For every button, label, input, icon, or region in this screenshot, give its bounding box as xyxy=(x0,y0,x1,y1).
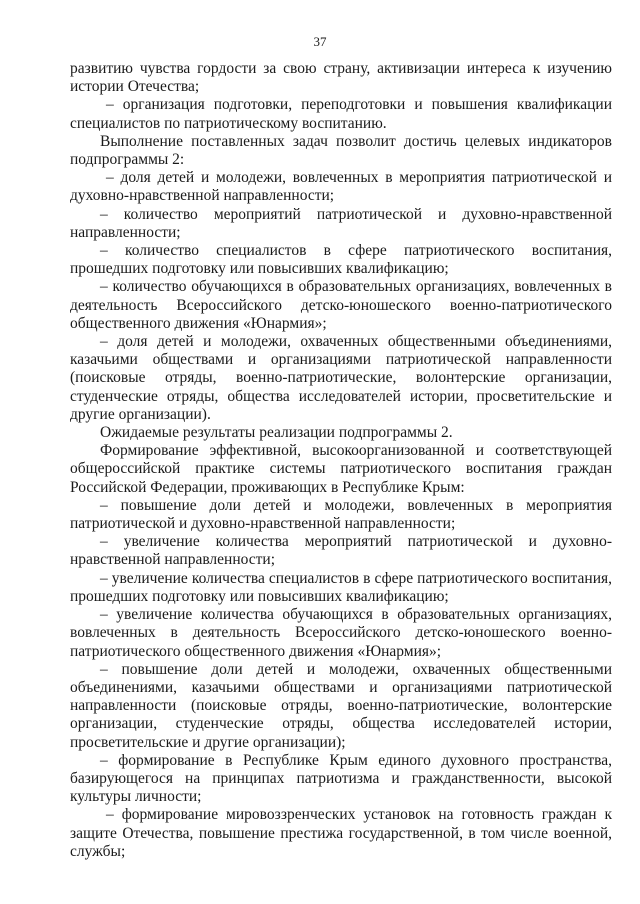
paragraph-continuation: развитию чувства гордости за свою страну, активизации интереса к изучению истории Отечества; xyxy=(70,60,612,96)
list-item: – количество мероприятий патриотической и духовно-нравственной направленности; xyxy=(70,205,612,241)
document-body xyxy=(70,60,612,861)
list-item: – увеличение количества обучающихся в образовательных организациях, вовлеченных в деятельность Всероссийского детско-юношеского военно-патриотического общественного движения «Юнармия»; xyxy=(70,606,612,660)
paragraph: Выполнение поставленных задач позволит достичь целевых индикаторов подпрограммы 2: xyxy=(70,132,612,169)
list-item: – увеличение количества специалистов в сфере патриотического воспитания, прошедших подготовку или повысивших квалификацию; xyxy=(70,569,612,605)
list-item: – формирование в Республике Крым единого духовного пространства, базирующегося на принципах патриотизма и гражданственности, высокой культуры личности; xyxy=(70,751,612,806)
paragraph: Формирование эффективной, высокоорганизованной и соответствующей общероссийской практике системы патриотического воспитания граждан Российской Федерации, проживающих в Республике Крым: xyxy=(70,442,612,496)
list-item: – доля детей и молодежи, вовлеченных в мероприятия патриотической и духовно-нравственной направленности; xyxy=(70,169,612,205)
list-item: – увеличение количества мероприятий патриотической и духовно-нравственной направленности; xyxy=(70,533,612,569)
list-item: – формирование мировоззренческих установок на готовность граждан к защите Отечества, повышение престижа государственной, в том числе военной, службы; xyxy=(70,806,612,860)
section-heading: Ожидаемые результаты реализации подпрограммы 2. xyxy=(100,424,453,442)
page-number: 37 xyxy=(313,34,327,49)
list-item: – повышение доли детей и молодежи, вовлеченных в мероприятия патриотической и духовно-нравственной направленности; xyxy=(70,496,612,533)
list-item: – повышение доли детей и молодежи, охваченных общественными объединениями, казачьими обществами и организациями патриотической направленности (поисковые отряды, военно-патриотические, волонтерские организации, студенческие отряды, общества исследователей истории, просветительские и другие организации); xyxy=(70,660,612,751)
list-item: – количество обучающихся в образовательных организациях, вовлеченных в деятельность Всероссийского детско-юношеского военно-патриотического общественного движения «Юнармия»; xyxy=(70,278,612,332)
list-item: – доля детей и молодежи, охваченных общественными объединениями, казачьими обществами и организациями патриотической направленности (поисковые отряды, военно-патриотические, волонтерские организации, студенческие отряды, общества исследователей истории, просветительские и другие организации). xyxy=(70,333,612,423)
list-item: – количество специалистов в сфере патриотического воспитания, прошедших подготовку или повысивших квалификацию; xyxy=(70,242,612,278)
list-item: – организация подготовки, переподготовки и повышения квалификации специалистов по патриотическому воспитанию. xyxy=(70,96,612,132)
